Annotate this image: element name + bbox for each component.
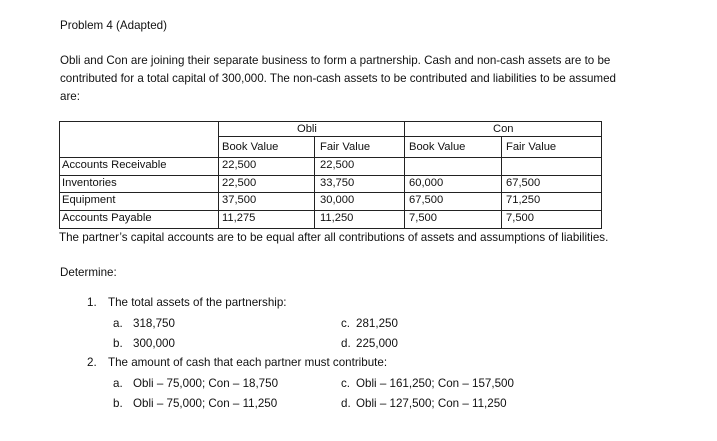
choice-letter: d. — [341, 337, 351, 350]
table-cell: 67,500 — [506, 177, 541, 189]
row-label: Equipment — [62, 194, 116, 206]
table-cell: 33,750 — [320, 177, 355, 189]
table-row-divider — [59, 157, 602, 158]
sub-header-book-value: Book Value — [409, 141, 466, 153]
table-cell: 22,500 — [320, 159, 355, 171]
choice-text: Obli – 127,500; Con – 11,250 — [356, 397, 507, 410]
table-col-divider — [501, 136, 502, 229]
group-header-obli: Obli — [297, 123, 317, 135]
table-cell: 30,000 — [320, 194, 355, 206]
choice-letter: c. — [341, 377, 351, 390]
table-cell: 67,500 — [409, 194, 444, 206]
intro-line: contributed for a total capital of 300,000. The non-cash assets to be contributed and liabilities to be assumed — [60, 72, 616, 85]
choice-text: Obli – 75,000; Con – 18,750 — [133, 377, 279, 390]
sub-header-book-value: Book Value — [222, 141, 279, 153]
sub-header-fair-value: Fair Value — [506, 141, 557, 153]
table-cell: 37,500 — [222, 194, 257, 206]
choice-letter: b. — [113, 397, 123, 410]
intro-line: Obli and Con are joining their separate business to form a partnership. Cash and non-cash assets are to be — [60, 54, 611, 67]
table-cell: 22,500 — [222, 177, 257, 189]
question-text: The total assets of the partnership: — [108, 296, 287, 309]
table-cell: 11,275 — [222, 212, 256, 224]
table-cell: 22,500 — [222, 159, 257, 171]
choice-letter: b. — [113, 337, 123, 350]
choice-text: 318,750 — [133, 317, 175, 330]
question-text: The amount of cash that each partner must contribute: — [108, 356, 388, 369]
choice-text: 300,000 — [133, 337, 175, 350]
question-number: 2. — [87, 356, 97, 369]
choice-letter: a. — [113, 377, 123, 390]
table-col-divider — [218, 121, 219, 229]
table-cell: 7,500 — [409, 212, 437, 224]
choice-text: Obli – 75,000; Con – 11,250 — [133, 397, 278, 410]
table-row-divider — [59, 175, 602, 176]
choice-letter: d. — [341, 397, 351, 410]
choice-letter: c. — [341, 317, 351, 330]
table-border-top — [59, 121, 602, 122]
table-row-divider — [59, 192, 602, 193]
table-cell: 71,250 — [506, 194, 541, 206]
row-label: Accounts Payable — [62, 212, 152, 224]
problem-title: Problem 4 (Adapted) — [60, 19, 167, 32]
sub-header-fair-value: Fair Value — [320, 141, 371, 153]
row-label: Accounts Receivable — [62, 159, 167, 171]
group-header-con: Con — [493, 123, 514, 135]
table-cell: 60,000 — [409, 177, 444, 189]
choice-text: 281,250 — [356, 317, 398, 330]
table-cell: 11,250 — [320, 212, 354, 224]
determine-label: Determine: — [60, 266, 117, 279]
group-header-underline — [218, 136, 602, 137]
question-number: 1. — [87, 296, 97, 309]
table-row-divider — [59, 210, 602, 211]
table-col-divider — [314, 136, 315, 229]
contribution-table — [59, 121, 602, 229]
table-cell: 7,500 — [506, 212, 534, 224]
table-col-divider — [404, 121, 405, 229]
row-label: Inventories — [62, 177, 117, 189]
table-border-bottom — [59, 228, 602, 229]
intro-line: are: — [60, 90, 80, 103]
choice-text: 225,000 — [356, 337, 398, 350]
choice-text: Obli – 161,250; Con – 157,500 — [356, 377, 514, 390]
choice-letter: a. — [113, 317, 123, 330]
intro-paragraph — [60, 52, 700, 106]
capital-note: The partner’s capital accounts are to be equal after all contributions of assets and assumptions of liabilities. — [59, 231, 609, 244]
